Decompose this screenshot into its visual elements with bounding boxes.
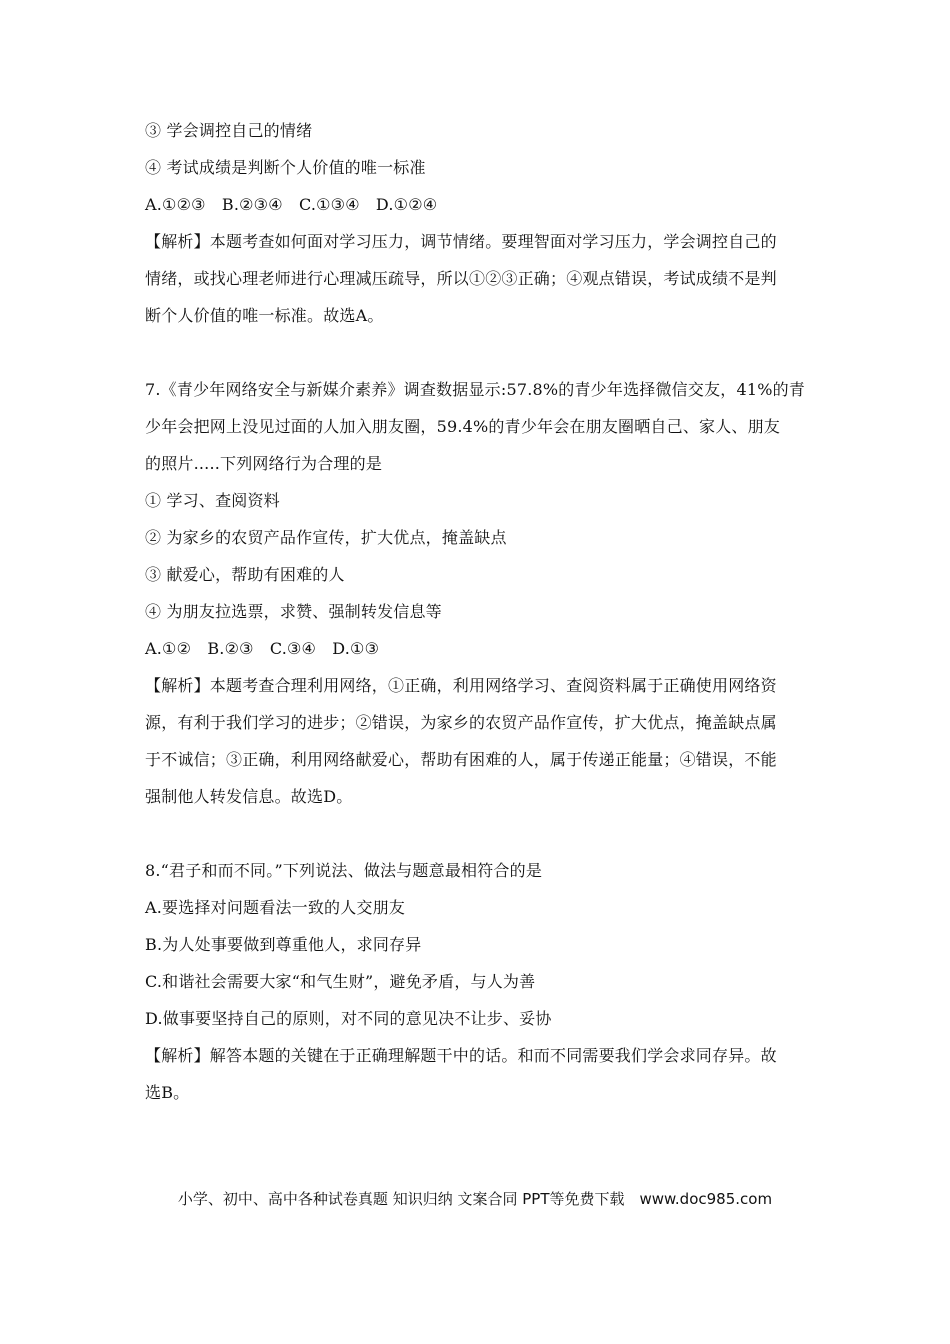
q7-stem-line: 的照片.....下列网络行为合理的是 xyxy=(145,454,383,473)
q7-item-2: ② 为家乡的农贸产品作宣传，扩大优点，掩盖缺点 xyxy=(145,528,507,547)
q8-option-a: A.要选择对问题看法一致的人交朋友 xyxy=(145,898,406,917)
q6-item-4: ④ 考试成绩是判断个人价值的唯一标准 xyxy=(145,158,426,177)
q6-item-3: ③ 学会调控自己的情绪 xyxy=(145,121,313,140)
q7-item-1: ① 学习、查阅资料 xyxy=(145,491,280,510)
q6-analysis-line: 情绪，或找心理老师进行心理减压疏导，所以①②③正确；④观点错误，考试成绩不是判 xyxy=(145,269,777,288)
q8-option-d: D.做事要坚持自己的原则，对不同的意见决不让步、妥协 xyxy=(145,1009,552,1028)
page-content xyxy=(145,112,810,1111)
q7-item-3: ③ 献爱心，帮助有困难的人 xyxy=(145,565,345,584)
q8-analysis-line: 选B。 xyxy=(145,1083,190,1102)
q7-stem-line: 7.《青少年网络安全与新媒介素养》调查数据显示:57.8%的青少年选择微信交友，41%的青 xyxy=(145,380,806,399)
q7-stem-line: 少年会把网上没见过面的人加入朋友圈，59.4%的青少年会在朋友圈晒自己、家人、朋友 xyxy=(145,417,781,436)
spacer xyxy=(145,815,810,852)
q7-options: A.①② B.②③ C.③④ D.①③ xyxy=(145,639,380,658)
q7-analysis-line: 强制他人转发信息。故选D。 xyxy=(145,787,353,806)
spacer xyxy=(145,334,810,371)
q7-analysis-line: 源，有利于我们学习的进步；②错误，为家乡的农贸产品作宣传，扩大优点，掩盖缺点属 xyxy=(145,713,777,732)
q8-stem: 8.“君子和而不同。”下列说法、做法与题意最相符合的是 xyxy=(145,861,543,880)
q8-option-b: B.为人处事要做到尊重他人，求同存异 xyxy=(145,935,422,954)
q8-option-c: C.和谐社会需要大家“和气生财”，避免矛盾，与人为善 xyxy=(145,972,536,991)
q7-item-4: ④ 为朋友拉选票，求赞、强制转发信息等 xyxy=(145,602,442,621)
q7-analysis-line: 于不诚信；③正确，利用网络献爱心，帮助有困难的人，属于传递正能量；④错误，不能 xyxy=(145,750,777,769)
q7-analysis-line: 【解析】本题考查合理利用网络，①正确，利用网络学习、查阅资料属于正确使用网络资 xyxy=(145,676,777,695)
q6-options: A.①②③ B.②③④ C.①③④ D.①②④ xyxy=(145,195,438,214)
q6-analysis-line: 断个人价值的唯一标准。故选A。 xyxy=(145,306,384,325)
page-footer: 小学、初中、高中各种试卷真题 知识归纳 文案合同 PPT等免费下载 www.doc985.com xyxy=(177,1190,773,1208)
q6-analysis-line: 【解析】本题考查如何面对学习压力，调节情绪。要理智面对学习压力，学会调控自己的 xyxy=(145,232,777,251)
q8-analysis-line: 【解析】解答本题的关键在于正确理解题干中的话。和而不同需要我们学会求同存异。故 xyxy=(145,1046,777,1065)
